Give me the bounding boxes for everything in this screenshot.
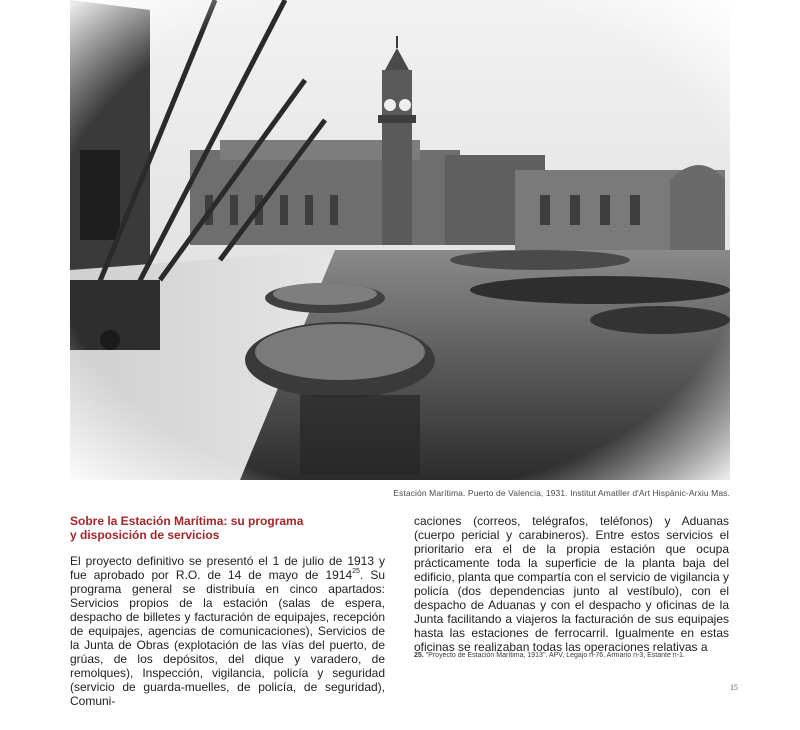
page-number: 15 [730,683,738,692]
historical-photo [70,0,730,480]
footnote-number: 25. [414,652,424,659]
footnote [414,652,734,659]
body-paragraph-continued: caciones (correos, telégrafos, teléfonos) y Aduanas (cuerpo pericial y carabineros). Entre estos servicios el prioritario era el de la propia estación que ocupa prácticamente toda la superficie de la planta baja del edificio, planta que compartía con el servicio de vigilancia y policía (dos dependencias junto al vestíbulo), con el despacho de Aduanas y con el despacho y oficinas de la Junta facilitando a viajeros la facturación de sus equipajes hasta las estaciones de ferrocarril. Igualmente en estas oficinas se realizaban todas las operaciones relativas a [414,514,729,654]
harbor-photo-illustration [70,0,730,480]
footnote-reference[interactable]: 25 [352,568,360,575]
photo-caption: Estación Marítima. Puerto de Valencia, 1931. Institut Amatller d'Art Hispànic-Arxiu Mas. [393,488,730,498]
footnote-text: "Proyecto de Estación Marítima, 1913". APV, Legajo n-76, Armario n-3, Estante n-1. [425,652,685,659]
section-heading-line-1: Sobre la Estación Marítima: su programa [70,514,304,528]
section-heading-line-2: y disposición de servicios [70,528,220,542]
body-text-continued: . Su programa general se distribuía en cinco apartados: Servicios propios de la estación (salas de espera, despacho de billetes y facturación de equipajes, recepción de equipajes, agencias de comunicaciones), Servicios de la Junta de Obras (explotación de las vías del puerto, de grúas, de los depósitos, del dique y varadero, de remolques), Inspección, vigilancia, policía y seguridad (servicio de guarda-muelles, de policía, de seguridad), Comuni- [70,568,385,708]
body-text-start: El proyecto definitivo se presentó el 1 de julio de 1913 y fue aprobado por R.O. de 14 de mayo de 1914 [70,554,385,582]
section-heading [70,514,385,542]
right-column [414,514,729,654]
body-paragraph [70,554,385,708]
left-column [70,514,385,708]
